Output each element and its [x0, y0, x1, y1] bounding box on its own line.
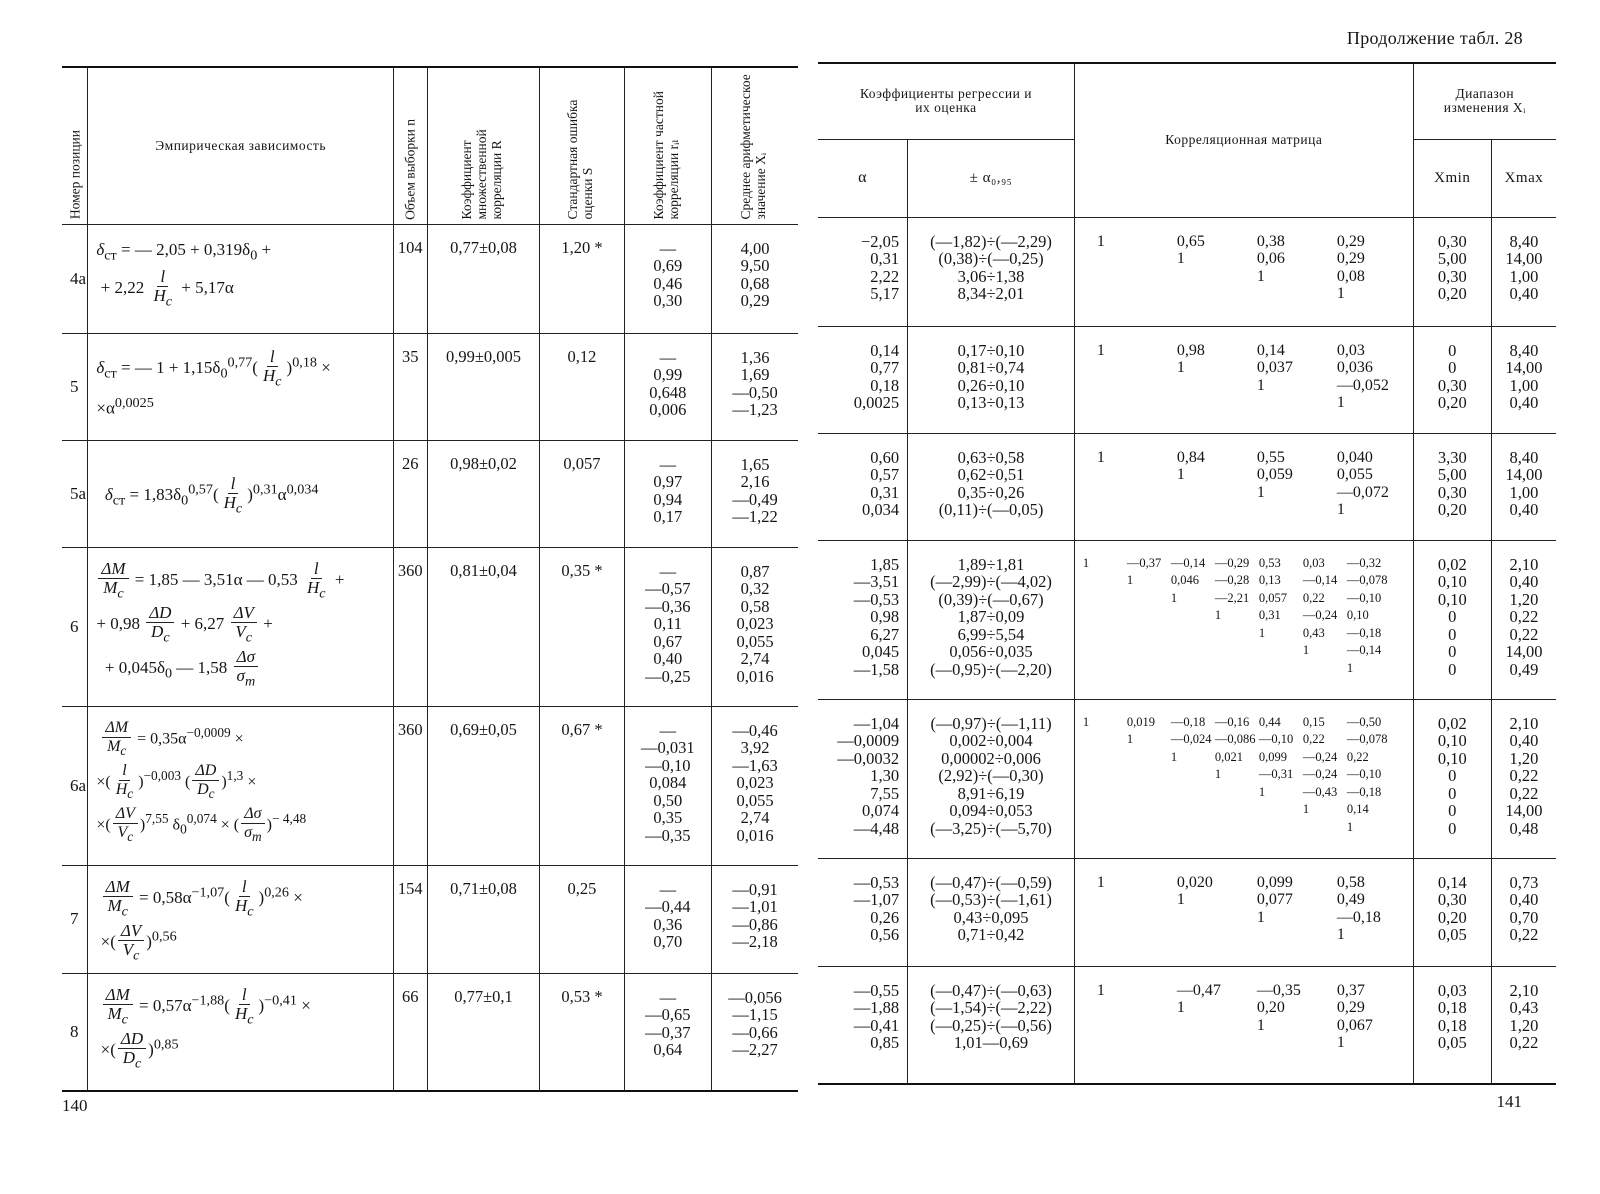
- equation: $\frac{\Delta M}{M_c}$ = $0,58\alpha^{-1,07}$( $\frac{l}{H_c}$ )$^{0,26}$ × ×( $\frac{\Delta V}{V_c}$ )$^{0,56}$: [88, 865, 394, 973]
- matrix-cell: 1: [1126, 573, 1134, 587]
- header-multiple-corr: Коэффициент множественной корреляции R: [427, 67, 540, 224]
- matrix-cell: —0,14: [1346, 643, 1382, 657]
- xmax-list: 2,10 0,40 1,20 0,22 0,22 14,00 0,48: [1491, 699, 1556, 858]
- matrix-cell: 0,84: [1176, 448, 1205, 466]
- matrix-cell: 0,22: [1302, 732, 1325, 746]
- matrix-cell: —0,16: [1214, 714, 1250, 729]
- matrix-cell: —0,18: [1346, 625, 1382, 640]
- mean-list: 1,65 2,16 —0,49 —1,22: [712, 440, 798, 547]
- matrix-cell: 1: [1096, 873, 1105, 891]
- sample-size: 360: [393, 547, 427, 706]
- left-table: [62, 66, 798, 1092]
- matrix-cell: 1: [1256, 376, 1265, 394]
- header-mean: Среднее арифметическое значение Xᵢ: [712, 67, 798, 224]
- header-alpha-ci: ± α₀,₉₅: [908, 139, 1075, 217]
- equation: $\delta_{ст}$ = — $1 + 1,15\delta_0^{0,77}$( $\frac{l}{H_c}$ )$^{0,18}$ × $\times\alpha^{0,0025}$: [88, 333, 394, 440]
- xmin-list: 0,14 0,30 0,20 0,05: [1413, 858, 1491, 966]
- matrix-cell: 0,20: [1256, 999, 1285, 1016]
- sample-size: 66: [393, 973, 427, 1091]
- table-row: [62, 333, 798, 440]
- matrix-cell: —0,47: [1176, 981, 1221, 999]
- multiple-corr: 0,81±0,04: [427, 547, 540, 706]
- partial-corr-list: — —0,65 —0,37 0,64: [624, 973, 711, 1091]
- alpha-ci-list: (—0,47)÷(—0,63) (—1,54)÷(—2,22) (—0,25)÷(—0,56) 1,01—0,69: [908, 966, 1075, 1084]
- continuation-caption: Продолжение табл. 28: [1346, 28, 1523, 48]
- matrix-cell: —0,14: [1170, 555, 1206, 570]
- matrix-cell: 0,22: [1346, 749, 1369, 764]
- std-error: 0,12: [540, 333, 624, 440]
- xmax-list: 8,40 14,00 1,00 0,40: [1491, 217, 1556, 326]
- sample-size: 104: [393, 224, 427, 333]
- matrix-cell: —0,24: [1302, 608, 1338, 622]
- table-row: [818, 433, 1556, 540]
- matrix-cell: 1: [1336, 394, 1345, 411]
- mean-list: —0,46 3,92 —1,63 0,023 0,055 2,74 0,016: [712, 706, 798, 865]
- matrix-cell: 0,29: [1336, 999, 1365, 1016]
- matrix-cell: 0,53: [1258, 555, 1281, 570]
- matrix-cell: —0,32: [1346, 555, 1382, 570]
- alpha-ci-list: 1,89÷1,81 (—2,99)÷(—4,02) (0,39)÷(—0,67) 1,87÷0,09 6,99÷5,54 0,056÷0,035 (—0,95)÷(—2,20): [908, 540, 1075, 699]
- matrix-cell: 1: [1096, 341, 1105, 359]
- matrix-cell: 1: [1336, 1034, 1345, 1051]
- alpha-list: 1,85 —3,51 —0,53 0,98 6,27 0,045 —1,58: [818, 540, 908, 699]
- xmin-list: 0 0 0,30 0,20: [1413, 326, 1491, 433]
- xmax-list: 0,73 0,40 0,70 0,22: [1491, 858, 1556, 966]
- matrix-cell: 0,98: [1176, 341, 1205, 359]
- matrix-cell: —0,14: [1302, 573, 1338, 587]
- matrix-cell: —0,052: [1336, 376, 1389, 394]
- matrix-cell: 0,49: [1336, 891, 1365, 908]
- matrix-cell: 1: [1082, 555, 1090, 570]
- right-table: [818, 62, 1556, 1085]
- matrix-cell: 0,03: [1336, 341, 1365, 359]
- matrix-cell: 0,08: [1336, 267, 1365, 285]
- xmin-list: 0,30 5,00 0,30 0,20: [1413, 217, 1491, 326]
- partial-corr-list: — 0,99 0,648 0,006: [624, 333, 711, 440]
- position-number: 7: [62, 865, 88, 973]
- matrix-cell: —0,31: [1258, 767, 1294, 781]
- table-row: [818, 966, 1556, 1084]
- matrix-cell: 0,036: [1336, 359, 1373, 376]
- header-std-error: Стандартная ошибка оценки S: [540, 67, 624, 224]
- matrix-cell: 1: [1258, 784, 1266, 799]
- partial-corr-list: — —0,031 —0,10 0,084 0,50 0,35 —0,35: [624, 706, 711, 865]
- matrix-cell: 0,14: [1256, 341, 1285, 359]
- matrix-cell: 0,31: [1258, 608, 1281, 622]
- matrix-cell: 0,06: [1256, 250, 1285, 267]
- equation: $\frac{\Delta M}{M_c}$ = 1,85 — 3,51α — 0,53 $\frac{l}{H_c}$ + + 0,98 $\frac{\Delta D}{D_c}$ + 6,27 $\frac{\Delta V}{V_c}$ + + $0,045\delta_0$ — 1,58 $\frac{\Delta\sigma}{\sigma_т}$: [88, 547, 394, 706]
- multiple-corr: 0,69±0,05: [427, 706, 540, 865]
- table-row: [62, 440, 798, 547]
- table-row: [818, 699, 1556, 858]
- matrix-cell: 0,021: [1214, 749, 1244, 764]
- matrix-cell: 0,067: [1336, 1016, 1373, 1034]
- matrix-cell: 1: [1214, 767, 1222, 781]
- header-range-group: Диапазон изменения Xᵢ: [1413, 63, 1556, 139]
- matrix-cell: 1: [1256, 267, 1265, 285]
- xmin-list: 3,30 5,00 0,30 0,20: [1413, 433, 1491, 540]
- header-partial-corr: Коэффициент частной корреляции rᵢₗ: [624, 67, 711, 224]
- matrix-cell: 1: [1176, 891, 1185, 908]
- matrix-cell: —0,43: [1302, 784, 1338, 799]
- matrix-cell: —0,28: [1214, 573, 1250, 587]
- matrix-cell: 1: [1170, 749, 1178, 764]
- xmax-list: 2,10 0,43 1,20 0,22: [1491, 966, 1556, 1084]
- table-row: [62, 865, 798, 973]
- alpha-list: —0,55 —1,88 —0,41 0,85: [818, 966, 908, 1084]
- matrix-cell: —0,078: [1346, 732, 1388, 746]
- matrix-cell: 0,055: [1336, 466, 1373, 483]
- matrix-cell: 1: [1176, 999, 1185, 1016]
- mean-list: —0,056 —1,15 —0,66 —2,27: [712, 973, 798, 1091]
- xmin-list: 0,03 0,18 0,18 0,05: [1413, 966, 1491, 1084]
- matrix-cell: 1: [1346, 660, 1354, 675]
- partial-corr-list: — —0,44 0,36 0,70: [624, 865, 711, 973]
- std-error: 0,53 *: [540, 973, 624, 1091]
- matrix-cell: 1: [1176, 359, 1185, 376]
- alpha-list: —1,04 —0,0009 —0,0032 1,30 7,55 0,074 —4,48: [818, 699, 908, 858]
- std-error: 0,057: [540, 440, 624, 547]
- xmin-list: 0,02 0,10 0,10 0 0 0 0: [1413, 699, 1491, 858]
- matrix-cell: —0,24: [1302, 767, 1338, 781]
- matrix-cell: —0,50: [1346, 714, 1382, 729]
- correlation-matrix: [1074, 699, 1413, 858]
- mean-list: —0,91 —1,01 —0,86 —2,18: [712, 865, 798, 973]
- page-number-right: 141: [1496, 1092, 1522, 1111]
- sample-size: 26: [393, 440, 427, 547]
- equation: $\frac{\Delta M}{M_c}$ = $0,57\alpha^{-1,88}$( $\frac{l}{H_c}$ )$^{-0,41}$ × ×( $\frac{\Delta D}{D_c}$ )$^{0,85}$: [88, 973, 394, 1091]
- equation: $\delta_{ст} = 1,83\delta_0^{0,57}$( $\frac{l}{H_c}$ )$^{0,31}\alpha^{0,034}$: [88, 440, 394, 547]
- table-row: [818, 858, 1556, 966]
- header-xmin: Xmin: [1413, 139, 1491, 217]
- std-error: 1,20 *: [540, 224, 624, 333]
- alpha-ci-list: (—0,97)÷(—1,11) 0,002÷0,004 0,00002÷0,006 (2,92)÷(—0,30) 8,91÷6,19 0,094÷0,053 (—3,25)÷(—5,70): [908, 699, 1075, 858]
- table-row: [818, 326, 1556, 433]
- matrix-cell: —0,024: [1170, 732, 1212, 746]
- matrix-cell: 0,29: [1336, 232, 1365, 250]
- matrix-cell: 0,13: [1258, 573, 1281, 587]
- alpha-ci-list: (—1,82)÷(—2,29) (0,38)÷(—0,25) 3,06÷1,38 8,34÷2,01: [908, 217, 1075, 326]
- matrix-cell: 0,37: [1336, 981, 1365, 999]
- header-corr-matrix: Корреляционная матрица: [1074, 63, 1413, 217]
- matrix-cell: —0,18: [1336, 908, 1381, 926]
- matrix-cell: 1: [1176, 466, 1185, 483]
- correlation-matrix: [1074, 433, 1413, 540]
- position-number: 6: [62, 547, 88, 706]
- matrix-cell: 1: [1170, 590, 1178, 605]
- matrix-cell: —0,086: [1214, 732, 1256, 746]
- matrix-cell: —0,37: [1126, 555, 1162, 570]
- matrix-cell: 0,099: [1256, 873, 1293, 891]
- table-row: [62, 706, 798, 865]
- matrix-cell: 1: [1176, 250, 1185, 267]
- right-header-row-1: [818, 63, 1556, 139]
- matrix-cell: 1: [1258, 625, 1266, 640]
- header-regression-group: Коэффициенты регрессии и их оценка: [818, 63, 1074, 139]
- matrix-cell: 1: [1256, 1016, 1265, 1034]
- mean-list: 0,87 0,32 0,58 0,023 0,055 2,74 0,016: [712, 547, 798, 706]
- matrix-cell: 1: [1256, 908, 1265, 926]
- alpha-list: —0,53 —1,07 0,26 0,56: [818, 858, 908, 966]
- alpha-list: 0,60 0,57 0,31 0,034: [818, 433, 908, 540]
- multiple-corr: 0,99±0,005: [427, 333, 540, 440]
- matrix-cell: 0,44: [1258, 714, 1281, 729]
- matrix-cell: 1: [1302, 802, 1310, 816]
- matrix-cell: 1: [1096, 981, 1105, 999]
- position-number: 6а: [62, 706, 88, 865]
- matrix-cell: 1: [1214, 608, 1222, 622]
- matrix-cell: 0,55: [1256, 448, 1285, 466]
- matrix-cell: 0,43: [1302, 625, 1325, 640]
- matrix-cell: —0,10: [1346, 767, 1382, 781]
- xmax-list: 8,40 14,00 1,00 0,40: [1491, 326, 1556, 433]
- std-error: 0,67 *: [540, 706, 624, 865]
- matrix-cell: 0,059: [1256, 466, 1293, 483]
- std-error: 0,35 *: [540, 547, 624, 706]
- position-number: 5: [62, 333, 88, 440]
- multiple-corr: 0,71±0,08: [427, 865, 540, 973]
- sample-size: 154: [393, 865, 427, 973]
- multiple-corr: 0,98±0,02: [427, 440, 540, 547]
- matrix-cell: —0,078: [1346, 573, 1388, 587]
- matrix-cell: 1: [1336, 285, 1345, 302]
- header-alpha: α: [818, 139, 908, 217]
- alpha-ci-list: (—0,47)÷(—0,59) (—0,53)÷(—1,61) 0,43÷0,095 0,71÷0,42: [908, 858, 1075, 966]
- matrix-cell: —0,18: [1346, 784, 1382, 799]
- matrix-cell: 1: [1126, 732, 1134, 746]
- header-dependency: Эмпирическая зависимость: [88, 67, 394, 224]
- mean-list: 4,00 9,50 0,68 0,29: [712, 224, 798, 333]
- matrix-cell: 0,22: [1302, 590, 1325, 605]
- matrix-cell: 0,020: [1176, 873, 1213, 891]
- partial-corr-list: — —0,57 —0,36 0,11 0,67 0,40 —0,25: [624, 547, 711, 706]
- matrix-cell: 1: [1346, 819, 1354, 834]
- matrix-cell: 0,077: [1256, 891, 1293, 908]
- matrix-cell: —0,10: [1258, 732, 1294, 746]
- matrix-cell: 0,38: [1256, 232, 1285, 250]
- matrix-cell: 0,29: [1336, 250, 1365, 267]
- position-number: 8: [62, 973, 88, 1091]
- matrix-cell: —0,072: [1336, 483, 1389, 501]
- table-row: [818, 217, 1556, 326]
- matrix-cell: 0,65: [1176, 232, 1205, 250]
- partial-corr-list: — 0,69 0,46 0,30: [624, 224, 711, 333]
- matrix-cell: 0,099: [1258, 749, 1288, 764]
- matrix-cell: 0,057: [1258, 590, 1288, 605]
- matrix-cell: 1: [1336, 501, 1345, 518]
- header-sample-size: Объем выборки n: [393, 67, 427, 224]
- position-number: 5а: [62, 440, 88, 547]
- multiple-corr: 0,77±0,08: [427, 224, 540, 333]
- alpha-list: 0,14 0,77 0,18 0,0025: [818, 326, 908, 433]
- header-position: Номер позиции: [62, 67, 88, 224]
- matrix-cell: 1: [1096, 448, 1105, 466]
- matrix-cell: 1: [1082, 714, 1090, 729]
- left-header-row: [62, 67, 798, 224]
- correlation-matrix: [1074, 858, 1413, 966]
- matrix-cell: 1: [1256, 483, 1265, 501]
- matrix-cell: —0,18: [1170, 714, 1206, 729]
- correlation-matrix: [1074, 540, 1413, 699]
- table-row: [62, 973, 798, 1091]
- matrix-cell: 0,10: [1346, 608, 1369, 622]
- xmax-list: 8,40 14,00 1,00 0,40: [1491, 433, 1556, 540]
- partial-corr-list: — 0,97 0,94 0,17: [624, 440, 711, 547]
- matrix-cell: 0,58: [1336, 873, 1365, 891]
- alpha-ci-list: 0,63÷0,58 0,62÷0,51 0,35÷0,26 (0,11)÷(—0,05): [908, 433, 1075, 540]
- matrix-cell: 0,14: [1346, 802, 1369, 816]
- matrix-cell: 0,03: [1302, 555, 1325, 570]
- alpha-ci-list: 0,17÷0,10 0,81÷0,74 0,26÷0,10 0,13÷0,13: [908, 326, 1075, 433]
- matrix-cell: 0,040: [1336, 448, 1373, 466]
- matrix-cell: 1: [1336, 926, 1345, 943]
- matrix-cell: 0,037: [1256, 359, 1293, 376]
- correlation-matrix: [1074, 217, 1413, 326]
- matrix-cell: —0,10: [1346, 590, 1382, 605]
- xmin-list: 0,02 0,10 0,10 0 0 0 0: [1413, 540, 1491, 699]
- multiple-corr: 0,77±0,1: [427, 973, 540, 1091]
- matrix-cell: —0,35: [1256, 981, 1301, 999]
- correlation-matrix: [1074, 326, 1413, 433]
- mean-list: 1,36 1,69 —0,50 —1,23: [712, 333, 798, 440]
- matrix-cell: —0,29: [1214, 555, 1250, 570]
- matrix-cell: 0,019: [1126, 714, 1156, 729]
- matrix-cell: 1: [1302, 643, 1310, 657]
- equation: $\frac{\Delta M}{M_c}$ = $0,35\alpha^{-0,0009}$ × ×( $\frac{l}{H_c}$ )$^{-0,003}$ ( $\frac{\Delta D}{D_c}$ )$^{1,3}$ × ×( $\frac{\Delta V}{V_c}$ )$^{7,55}$ $\delta_0^{0,074}$ × ( $\frac{\Delta\sigma}{\sigma_т}$ )$^{- 4,48}$: [88, 706, 394, 865]
- matrix-cell: —0,24: [1302, 749, 1338, 764]
- sample-size: 360: [393, 706, 427, 865]
- table-row: [62, 224, 798, 333]
- sample-size: 35: [393, 333, 427, 440]
- matrix-cell: 0,15: [1302, 714, 1325, 729]
- header-xmax: Xmax: [1491, 139, 1556, 217]
- alpha-list: −2,05 0,31 2,22 5,17: [818, 217, 908, 326]
- std-error: 0,25: [540, 865, 624, 973]
- matrix-cell: —2,21: [1214, 590, 1250, 605]
- matrix-cell: 0,046: [1170, 573, 1200, 587]
- xmax-list: 2,10 0,40 1,20 0,22 0,22 14,00 0,49: [1491, 540, 1556, 699]
- matrix-cell: 1: [1096, 232, 1105, 250]
- equation: $\delta_{ст}$ = — $2,05 + 0,319\delta_0$ + + 2,22 $\frac{l}{H_c}$ + 5,17α: [88, 224, 394, 333]
- position-number: 4а: [62, 224, 88, 333]
- table-row: [62, 547, 798, 706]
- page-number-left: 140: [62, 1096, 88, 1115]
- correlation-matrix: [1074, 966, 1413, 1084]
- table-row: [818, 540, 1556, 699]
